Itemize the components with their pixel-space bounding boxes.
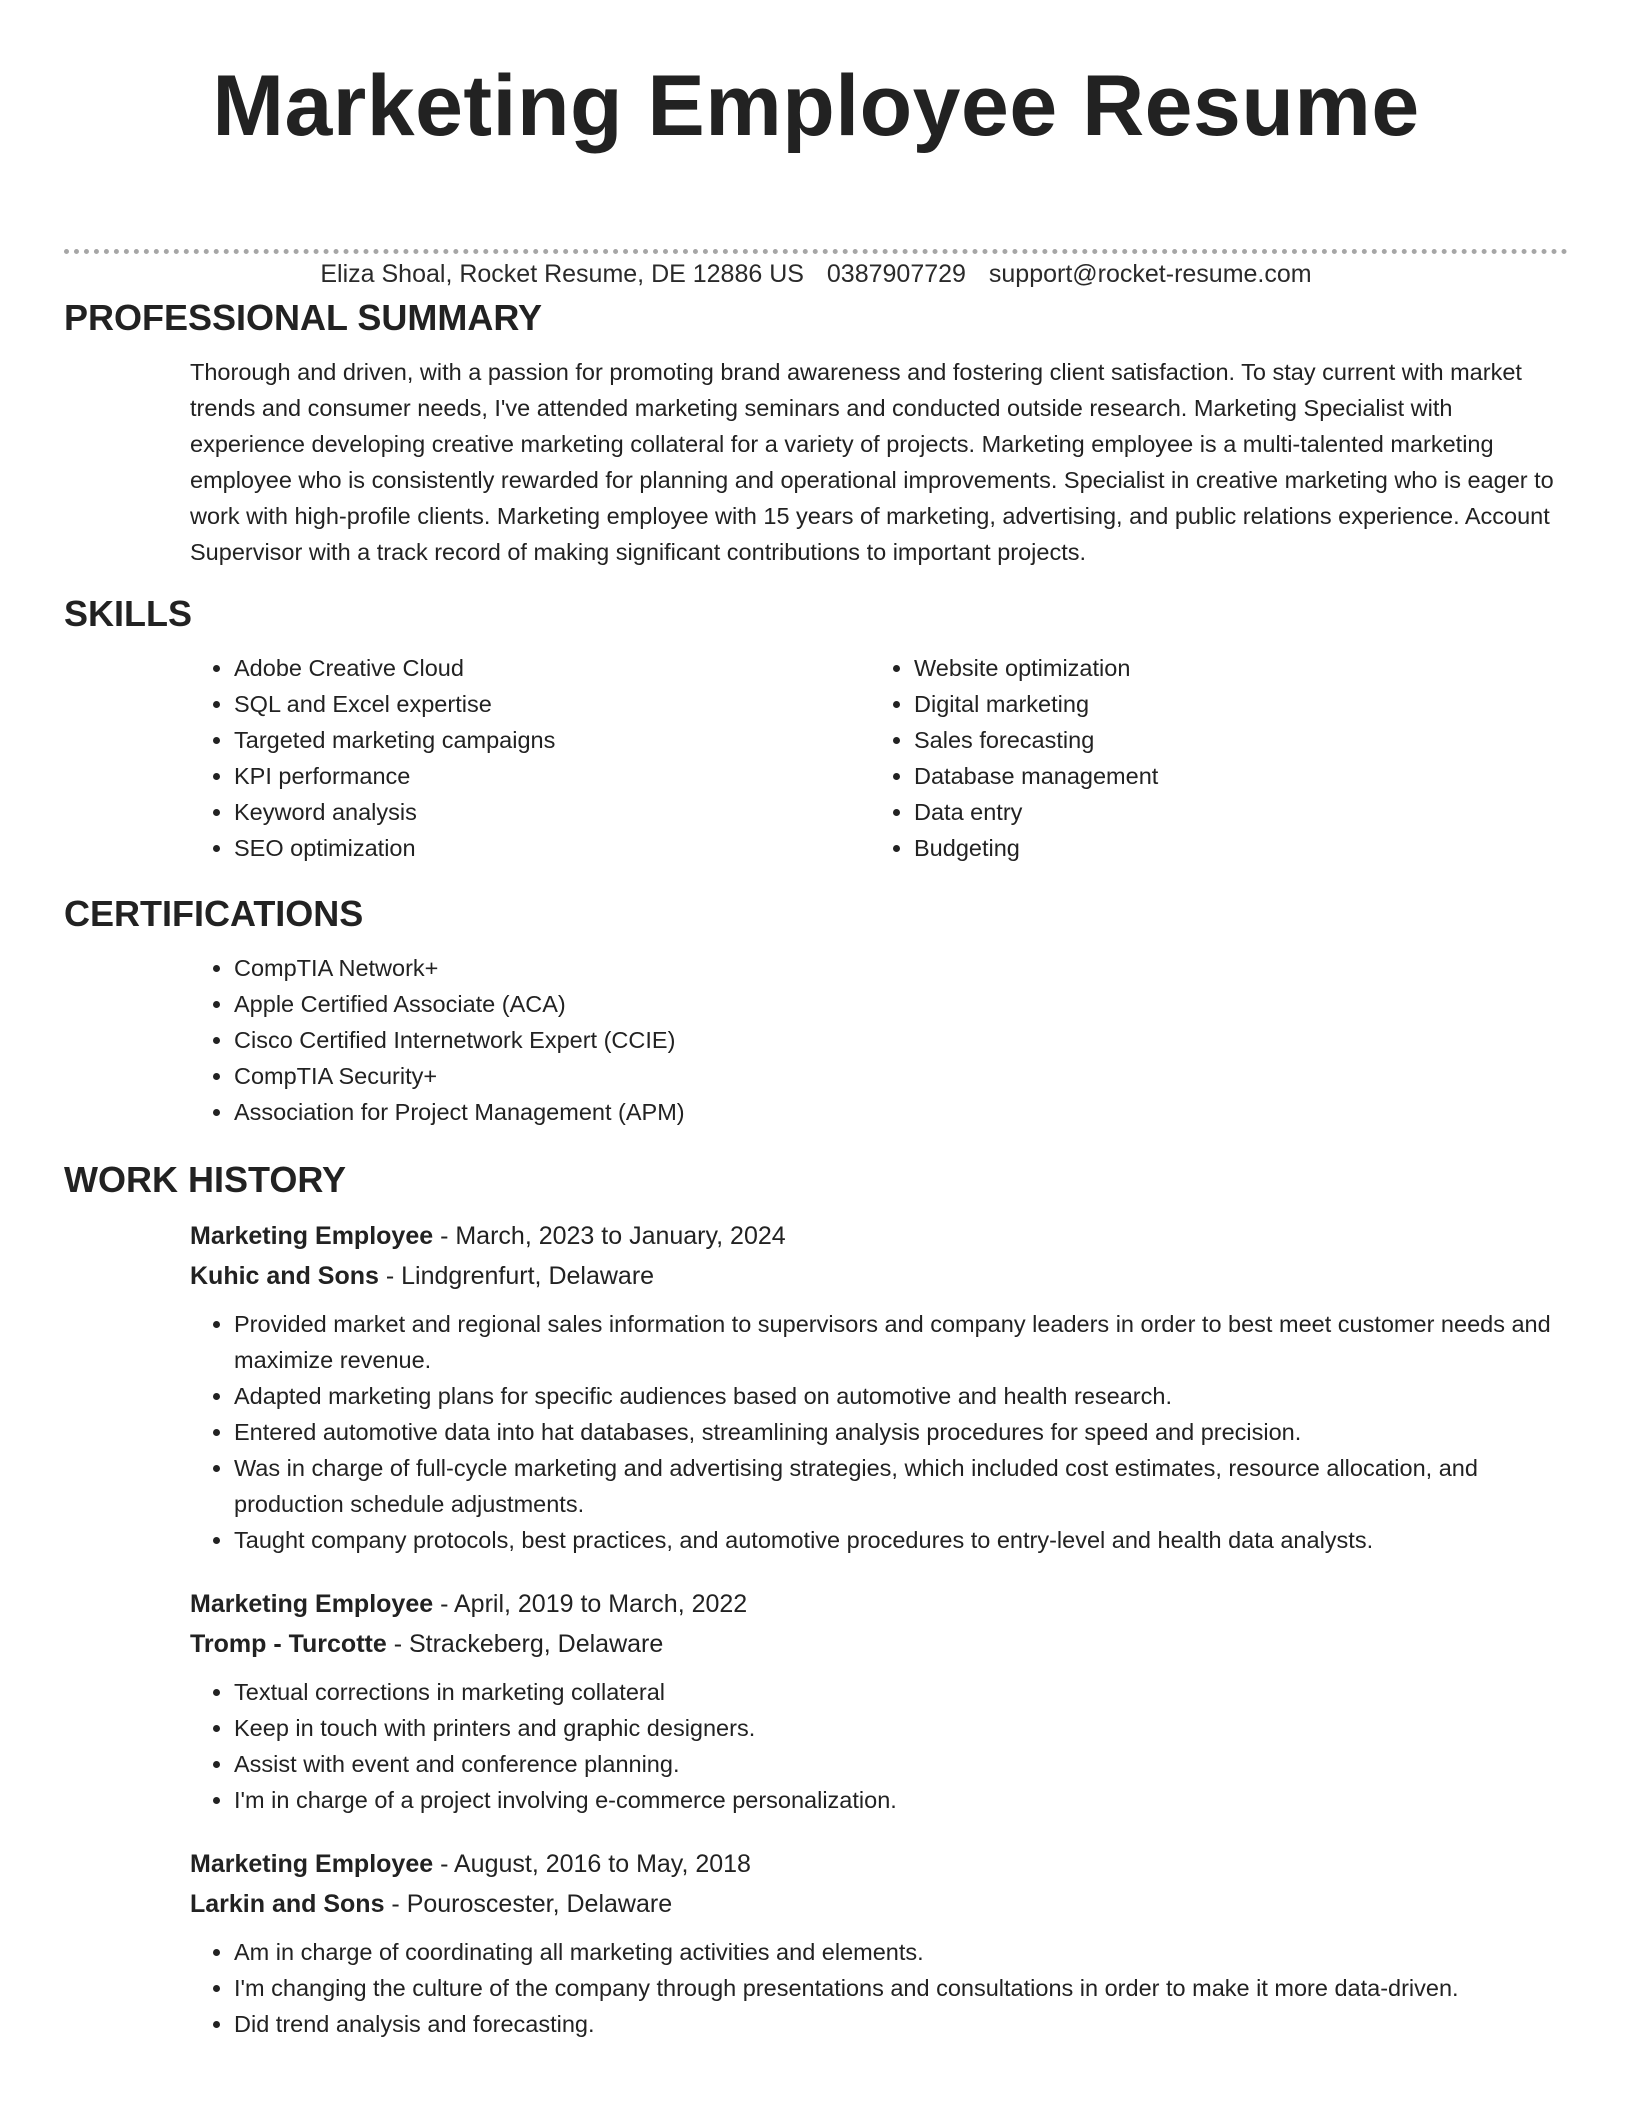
work-history-heading: WORK HISTORY <box>64 1159 347 1200</box>
job-dates: March, 2023 to January, 2024 <box>455 1222 786 1250</box>
skill-item: • Budgeting <box>914 830 1550 866</box>
job-bullet: • Textual corrections in marketing collateral <box>234 1674 1568 1710</box>
job-bullet: • I'm in charge of a project involving e-commerce personalization. <box>234 1782 1568 1818</box>
job-title: Marketing Employee <box>190 1222 434 1250</box>
job-bullet: • Did trend analysis and forecasting. <box>234 2006 1568 2042</box>
skill-item: • Targeted marketing campaigns <box>234 722 870 758</box>
job-bullet: • I'm changing the culture of the company through presentations and consultations in order to make it more data-driven. <box>234 1970 1568 2006</box>
contact-line <box>0 258 1632 290</box>
skill-item: • KPI performance <box>234 758 870 794</box>
summary-text: Thorough and driven, with a passion for promoting brand awareness and fostering client satisfaction. To stay current with market trends and consumer needs, I've attended marketing seminars and conducted outside research. Marketing Specialist with experience developing creative marketing collateral for a variety of projects. Marketing employee is a multi-talented marketing employee who is consistently rewarded for planning and operational improvements. Specialist in creative marketing who is eager to work with high-profile clients. Marketing employee with 15 years of marketing, advertising, and public relations experience. Account Supervisor with a track record of making significant contributions to important projects. <box>190 359 1554 565</box>
job-location: Pouroscester, Delaware <box>406 1890 673 1918</box>
job-company: Tromp - Turcotte <box>190 1630 387 1658</box>
certification-item: • Apple Certified Associate (ACA) <box>234 986 1568 1022</box>
job-company-line: Kuhic and Sons - Lindgrenfurt, Delaware <box>190 1262 655 1290</box>
skills-section <box>64 590 1568 866</box>
job-bullet: • Keep in touch with printers and graphic designers. <box>234 1710 1568 1746</box>
job-dates: April, 2019 to March, 2022 <box>453 1590 748 1618</box>
contact-email: support@rocket-resume.com <box>988 260 1312 288</box>
job-dates: August, 2016 to May, 2018 <box>453 1850 751 1878</box>
job-location: Lindgrenfurt, Delaware <box>401 1262 655 1290</box>
job-bullet: • Taught company protocols, best practices, and automotive procedures to entry-level and health data analysts. <box>234 1522 1568 1558</box>
job-title-line: Marketing Employee - April, 2019 to March, 2022 <box>190 1590 748 1618</box>
job-entry <box>190 1216 1568 1558</box>
job-company-line: Tromp - Turcotte - Strackeberg, Delaware <box>190 1630 664 1658</box>
job-bullet: • Am in charge of coordinating all marketing activities and elements. <box>234 1934 1568 1970</box>
work-history-section <box>64 1156 1568 2042</box>
skill-item: • Keyword analysis <box>234 794 870 830</box>
job-title: Marketing Employee <box>190 1590 434 1618</box>
certification-item: • CompTIA Security+ <box>234 1058 1568 1094</box>
skills-column-right <box>870 650 1550 866</box>
job-location: Strackeberg, Delaware <box>408 1630 664 1658</box>
skill-item: • SQL and Excel expertise <box>234 686 870 722</box>
skill-item: • Website optimization <box>914 650 1550 686</box>
skill-item: • Database management <box>914 758 1550 794</box>
job-bullet: • Was in charge of full-cycle marketing and advertising strategies, which included cost estimates, resource allocation, and production schedule adjustments. <box>234 1450 1568 1522</box>
skill-item: • Data entry <box>914 794 1550 830</box>
job-entry <box>190 1584 1568 1818</box>
skill-item: • Sales forecasting <box>914 722 1550 758</box>
certification-item: • Cisco Certified Internetwork Expert (CCIE) <box>234 1022 1568 1058</box>
skills-column-left <box>190 650 870 866</box>
certification-item: • Association for Project Management (APM) <box>234 1094 1568 1130</box>
certification-item: • CompTIA Network+ <box>234 950 1568 986</box>
header-divider <box>64 249 1568 254</box>
job-company-line: Larkin and Sons - Pouroscester, Delaware <box>190 1890 673 1918</box>
resume-title: Marketing Employee Resume <box>212 58 1420 154</box>
job-bullet: • Adapted marketing plans for specific audiences based on automotive and health research. <box>234 1378 1568 1414</box>
resume-content <box>64 294 1568 2042</box>
certifications-heading: CERTIFICATIONS <box>64 893 364 934</box>
skill-item: • Adobe Creative Cloud <box>234 650 870 686</box>
job-title-line: Marketing Employee - March, 2023 to January, 2024 <box>190 1222 786 1250</box>
job-company: Larkin and Sons <box>190 1890 385 1918</box>
skill-item: • SEO optimization <box>234 830 870 866</box>
contact-phone: 0387907729 <box>826 260 966 288</box>
summary-section <box>64 294 1568 570</box>
contact-address: Eliza Shoal, Rocket Resume, DE 12886 US <box>320 260 804 288</box>
job-title-line: Marketing Employee - August, 2016 to May, 2018 <box>190 1850 751 1878</box>
certifications-section <box>64 890 1568 1130</box>
job-title: Marketing Employee <box>190 1850 434 1878</box>
skill-item: • Digital marketing <box>914 686 1550 722</box>
summary-heading: PROFESSIONAL SUMMARY <box>64 297 543 338</box>
job-bullet: • Entered automotive data into hat databases, streamlining analysis procedures for speed and precision. <box>234 1414 1568 1450</box>
job-bullet: • Assist with event and conference planning. <box>234 1746 1568 1782</box>
job-bullet: • Provided market and regional sales information to supervisors and company leaders in order to best meet customer needs and maximize revenue. <box>234 1306 1568 1378</box>
skills-heading: SKILLS <box>64 593 193 634</box>
job-entry <box>190 1844 1568 2042</box>
job-company: Kuhic and Sons <box>190 1262 379 1290</box>
